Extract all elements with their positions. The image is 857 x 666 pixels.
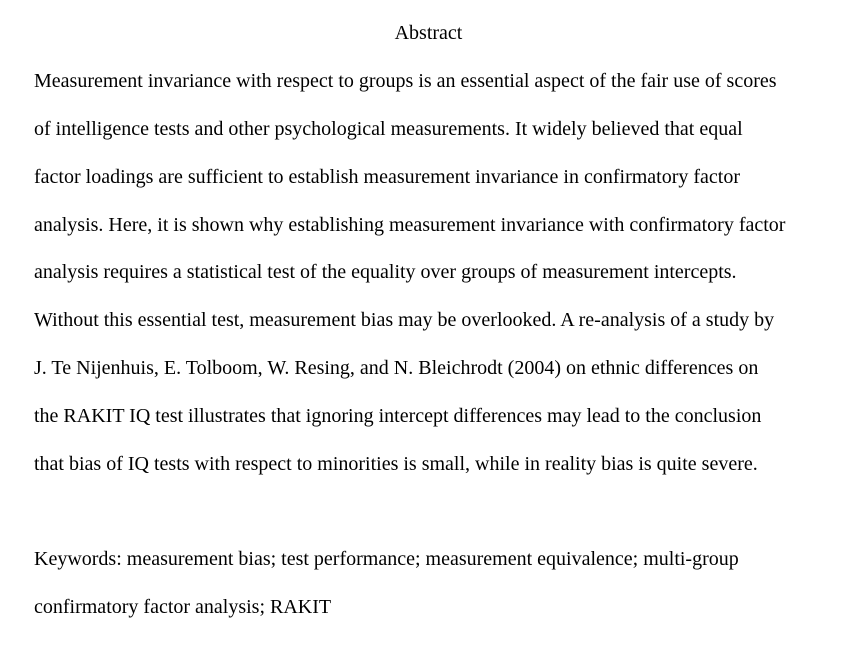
abstract-line: Measurement invariance with respect to groups is an essential aspect of the fair use of scores bbox=[34, 70, 777, 92]
keywords-line: Keywords: measurement bias; test performance; measurement equivalence; multi-group bbox=[34, 548, 739, 570]
abstract-line: analysis. Here, it is shown why establishing measurement invariance with confirmatory factor bbox=[34, 214, 786, 236]
abstract-line: the RAKIT IQ test illustrates that ignoring intercept differences may lead to the conclusion bbox=[34, 405, 762, 427]
abstract-heading: Abstract bbox=[394, 22, 463, 44]
abstract-line: analysis requires a statistical test of the equality over groups of measurement intercepts. bbox=[34, 261, 737, 283]
abstract-line: J. Te Nijenhuis, E. Tolboom, W. Resing, and N. Bleichrodt (2004) on ethnic differences on bbox=[34, 357, 759, 379]
abstract-line: of intelligence tests and other psychological measurements. It widely believed that equal bbox=[34, 118, 743, 140]
abstract-line: factor loadings are sufficient to establish measurement invariance in confirmatory factor bbox=[34, 166, 741, 188]
keywords-line: confirmatory factor analysis; RAKIT bbox=[34, 596, 332, 618]
abstract-line: Without this essential test, measurement bias may be overlooked. A re-analysis of a study by bbox=[34, 309, 775, 331]
abstract-line: that bias of IQ tests with respect to minorities is small, while in reality bias is quite severe. bbox=[34, 453, 758, 475]
